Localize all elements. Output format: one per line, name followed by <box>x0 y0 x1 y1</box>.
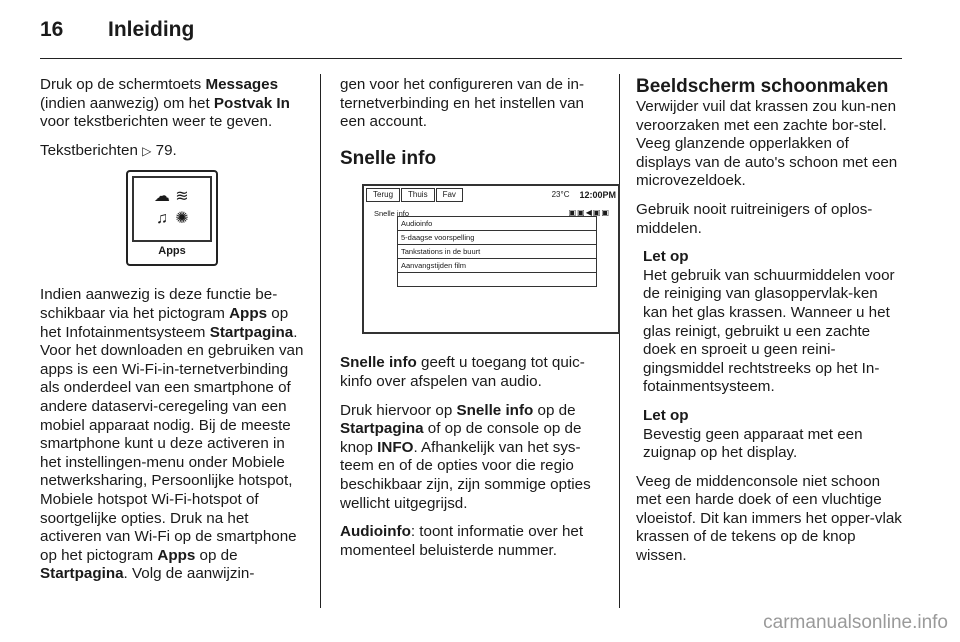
text: . Afhankelijk van het sys-teem en of de opties voor die regio beschikbaar zijn, zijn sommige opties wellicht uitgegrijsd. <box>340 438 591 512</box>
paragraph-messages <box>40 76 306 132</box>
section-heading-snelle-info: Snelle info <box>340 147 437 169</box>
paragraph-ruitreinigers: Gebruik nooit ruitreinigers of oplos-middelen. <box>636 200 873 237</box>
screen-row: Audioinfo <box>397 216 597 231</box>
text: op de <box>195 546 238 564</box>
column-divider-2 <box>619 74 620 608</box>
note-body: Bevestig geen apparaat met een zuignap op het display. <box>643 425 863 462</box>
paragraph-tekstberichten <box>40 142 306 161</box>
column-1 <box>40 76 306 594</box>
startpagina-term: Startpagina <box>340 420 424 438</box>
text: op het Infotainmentsysteem <box>40 304 289 341</box>
weather-icon: ☁ <box>154 188 170 206</box>
page-header <box>40 18 194 42</box>
column-divider-1 <box>320 74 321 608</box>
postvak-term: Postvak In <box>213 94 290 112</box>
screen-row: Aanvangstijden film <box>397 259 597 273</box>
text: Tekstberichten <box>40 141 138 159</box>
text: geeft u toegang tot quic-kinfo over afspelen van audio. <box>340 354 585 390</box>
wifi-icon: ≋ <box>175 188 189 206</box>
messages-term: Messages <box>205 76 279 93</box>
audioinfo-term: Audioinfo <box>340 523 411 541</box>
screen-time: 12:00PM <box>579 190 616 201</box>
text: : toont informatie over het momenteel beluisterde nummer. <box>340 523 584 559</box>
startpagina-term: Startpagina <box>209 323 294 341</box>
text: . Volg de aanwijzin- <box>123 565 255 583</box>
text: Druk hiervoor op <box>340 401 457 419</box>
text: of op de console op de knop <box>340 420 582 456</box>
startpagina-term: Startpagina <box>40 565 124 583</box>
note-body: Het gebruik van schuurmiddelen voor de reiniging van glasoppervlak-ken kan het glas krassen. Wanneer u het glas reinigt, gebruikt u een zachte doek en sproeit u geen reini-gingsmiddel rechtstreeks op het In-fotainmentsysteem. <box>643 266 895 396</box>
snelle-info-term: Snelle info <box>340 354 417 372</box>
screen-topbar <box>366 188 616 202</box>
page-number: 16 <box>40 18 64 41</box>
paragraph-middenconsole: Veeg de middenconsole niet schoon met een harde doek of een vluchtige vloeistof. Dit kan immers het opper-vlak krassen of de tekens op de knop wissen. <box>636 472 902 565</box>
apps-icon-frame <box>132 176 212 242</box>
paragraph-snelle-info <box>340 354 604 391</box>
text: Indien aanwezig is deze functie be-schikbaar via het pictogram <box>40 286 278 322</box>
screen-list <box>397 216 597 287</box>
note-2 <box>636 407 902 463</box>
note-heading: Let op <box>643 248 689 266</box>
settings-icon: ✺ <box>175 210 189 228</box>
snelle-info-screen-illustration <box>362 184 620 334</box>
column-2 <box>340 76 616 570</box>
header-rule <box>40 58 902 59</box>
paragraph-druk-hiervoor <box>340 402 604 514</box>
screen-row: Tankstations in de buurt <box>397 245 597 259</box>
snelle-info-term: Snelle info <box>456 401 534 419</box>
screen-row: 5-daagse voorspelling <box>397 231 597 245</box>
apps-term: Apps <box>229 304 268 322</box>
apps-icon-illustration <box>126 170 218 266</box>
screen-status-icons: ▣▣◀▣▣ <box>568 208 610 218</box>
apps-icon-grid <box>152 186 192 230</box>
note-heading: Let op <box>643 406 689 424</box>
info-term: INFO <box>377 438 414 456</box>
text: (indien aanwezig) om het <box>40 94 214 112</box>
paragraph-verwijder-vuil: Verwijder vuil dat krassen zou kun-nen veroorzaken met een zachte bor-stel. Veeg glanzende opperlakken of displays van de auto's schoon met een microvezeldoek. <box>636 98 898 190</box>
music-icon: ♫ <box>156 210 168 228</box>
screen-tab-thuis: Thuis <box>401 188 435 202</box>
note-1 <box>636 248 902 397</box>
text: op de <box>533 401 576 419</box>
screen-tab-terug: Terug <box>366 188 400 202</box>
screen-row-empty <box>397 273 597 287</box>
paragraph-apps <box>40 286 306 584</box>
screen-tab-fav: Fav <box>436 188 463 202</box>
paragraph-continued: gen voor het configureren van de in-ternetverbinding en het instellen van een account. <box>340 76 585 131</box>
text: . Voor het downloaden en gebruiken van apps is een Wi-Fi-in-ternetverbinding als onderdeel van een smartphone of andere dataservi-ceregeling van een mobiel apparaat nodig. Bij de meeste smartphone kunt u deze activeren in het instellingen-menu onder Mobiele netwerksharing, Persoonlijke hotspot, Mobiele hotspot Wi-Fi-hotspot of soortgelijke opties. Druk na het activeren van Wi-Fi op de smartphone op het pictogram <box>40 323 304 564</box>
page-title: Inleiding <box>108 18 195 41</box>
paragraph-audioinfo <box>340 523 604 560</box>
apps-label: Apps <box>158 244 186 257</box>
section-heading-beeldscherm: Beeldscherm schoonmaken <box>636 76 889 97</box>
page-reference[interactable]: 79. <box>155 141 177 159</box>
text: voor tekstberichten weer te geven. <box>40 113 273 131</box>
text: Druk op de schermtoets <box>40 76 206 93</box>
apps-term: Apps <box>157 546 196 564</box>
watermark: carmanualsonline.info <box>763 612 948 633</box>
page-ref-icon: ▷ <box>142 143 152 158</box>
screen-subtitle: Snelle info <box>374 209 410 219</box>
column-3 <box>636 76 902 576</box>
screen-temperature: 23°C <box>551 190 570 200</box>
